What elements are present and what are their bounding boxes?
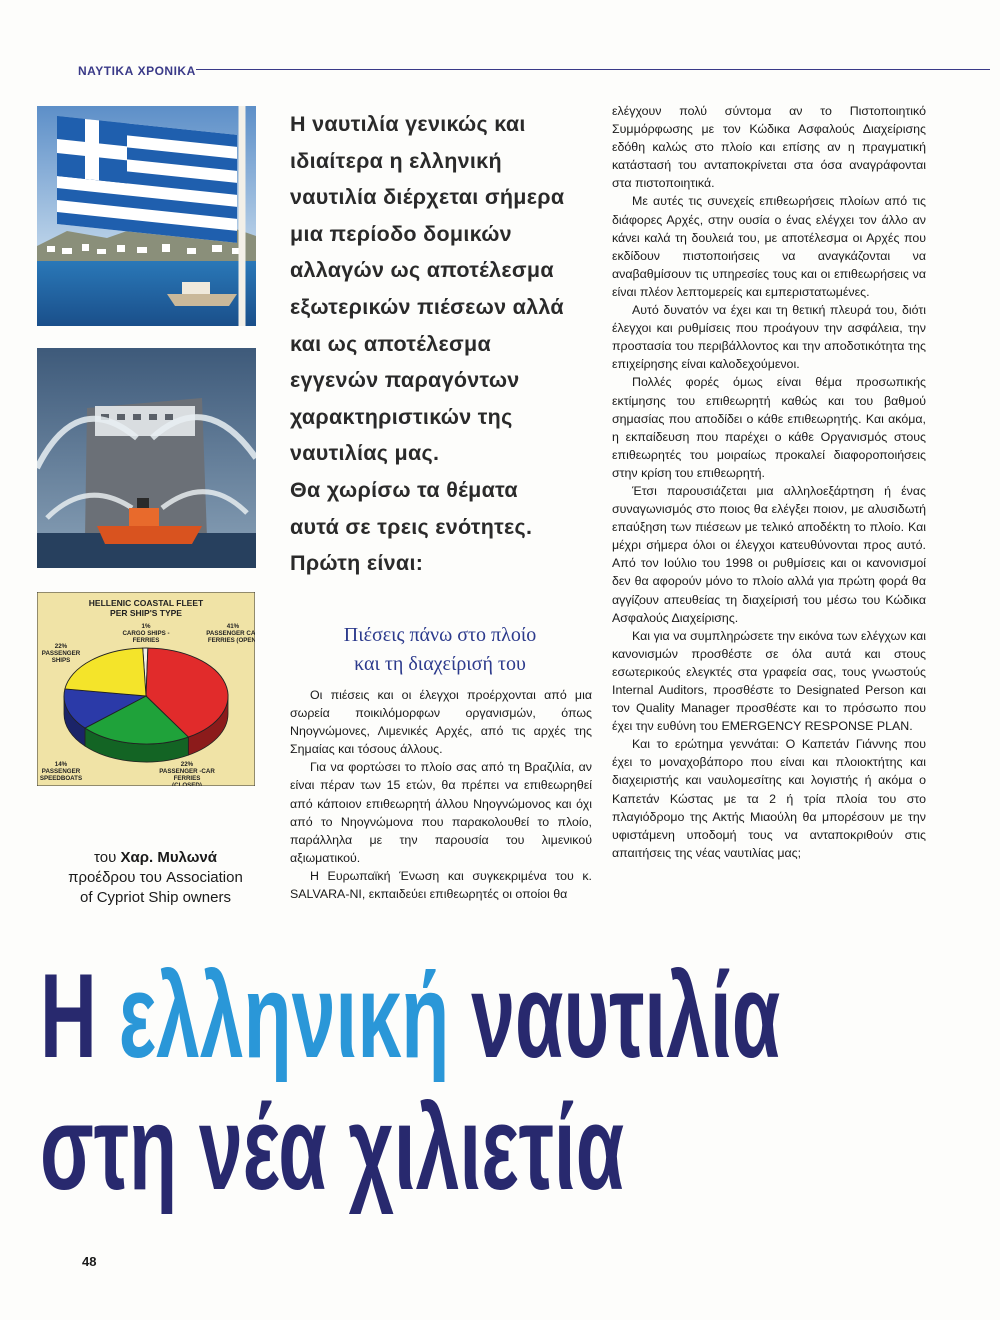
paragraph: Και το ερώτημα γεννάται: Ο Καπετάν Γιάννης που έχει το μοναχοβάπορο που είναι και πλοιοκτήτης και διαχειριστής και ναυλομεσίτης και λογιστής ή ακόμα ο Καπετάν Κώστας με τα 2 ή τρία πλοία του στο πλαγιόδρομο της Ακτής Μιαούλη θα μπορέσουν με την υφιστάμενη υποδομή τους να ανταποκριθούν στις απαιτήσεις της νέας ναυτιλίας μας; bbox=[612, 737, 926, 860]
intro-line: και ως αποτέλεσμα bbox=[290, 331, 492, 356]
photo-ship-water-salute bbox=[37, 348, 256, 568]
intro-line: Πρώτη είναι: bbox=[290, 551, 424, 576]
right-column bbox=[612, 102, 926, 862]
pie-percent-label: 22% bbox=[54, 643, 68, 650]
paragraph: Έτσι παρουσιάζεται μια αλληλοεξάρτηση ή ένας συναγωνισμός στο ποιος θα ελέγξει ποιον, με αλυσιδωτή επαύξηση των πιέσεων με τελικό αποδέκτη το πλοίο. Και μέχρι σήμερα όλοι οι έλεγχοι κατευθύνονται προς αυτό. Από τον Ιούλιο του 1998 οι ρυθμίσεις και οι κανονισμοί δεν θα αφορούν μόνο το πλοίο αλλά για πρώτη φορά θα αγγίζουν απευθείας τη διαχείρισή του μέσω του Κώδικα Ασφαλούς Διαχείρισης. bbox=[612, 483, 926, 625]
intro-line: ναυτιλίας μας. bbox=[290, 441, 440, 466]
title-word: ναυτιλία bbox=[449, 949, 781, 1083]
title-word: Η bbox=[40, 949, 119, 1083]
pie-category-label: FERRIES bbox=[132, 637, 160, 644]
paragraph: Οι πιέσεις και οι έλεγχοι προέρχονται από μια σωρεία ποικιλόμορφων οργανισμών, όπως Νηογνώμονες, Λιμενικές Αρχές, από τις αρχές της Σημαίας και τόσους άλλους. bbox=[290, 688, 592, 757]
chart-title-line1: HELLENIC COASTAL FLEET bbox=[88, 598, 204, 608]
pie-chart-coastal-fleet bbox=[37, 592, 255, 786]
pie-percent-label: 1% bbox=[141, 623, 151, 630]
pie-category-label: CARGO SHIPS - bbox=[122, 630, 170, 637]
subhead-line2: και τη διαχείρισή του bbox=[354, 653, 526, 675]
pie-category-label: SHIPS bbox=[51, 657, 71, 664]
byline-prefix: του bbox=[94, 849, 117, 866]
paragraph: ελέγχουν πολύ σύντομα αν το Πιστοποιητικό Συμμόρφωσης με τον Κώδικα Ασφαλούς Διαχείρισης εδόθη καλώς στο πλοίο και επίσης αν η πραγματική κατάστασή του ανταποκρίνεται στα όσα αναγράφονται στα πιστοποιητικά. bbox=[612, 104, 926, 191]
intro-line: Η ναυτιλία γενικώς και bbox=[290, 112, 526, 136]
chart-title-line2: PER SHIP'S TYPE bbox=[110, 608, 182, 618]
pie-percent-label: 22% bbox=[180, 761, 194, 768]
magazine-name: ΝΑΥΤΙΚΑ ΧΡΟΝΙΚΑ bbox=[78, 64, 196, 78]
paragraph: Αυτό δυνατόν να έχει και τη θετική πλευρά του, διότι έλεγχοι και ρυθμίσεις που προάγουν την ασφάλεια, την προστασία του περιβάλλοντος και την αποδοτικότητα της επιχείρησης είναι καλοδεχούμενοι. bbox=[612, 303, 926, 372]
title-word-highlight: ελληνική bbox=[118, 949, 450, 1083]
paragraph: Η Ευρωπαϊκή Ένωση και συγκεκριμένα του κ. SALVARA-NI, εκπαιδεύει επιθεωρητές οι οποίοι θα bbox=[290, 868, 592, 902]
header-rule bbox=[196, 69, 990, 70]
intro-line: Θα χωρίσω τα θέματα bbox=[290, 477, 518, 502]
pie-category-label: PASSENGER CAR bbox=[206, 630, 255, 637]
pie-percent-label: 14% bbox=[54, 761, 68, 768]
paragraph: Με αυτές τις συνεχείς επιθεωρήσεις πλοίων από τις διάφορες Αρχές, στην ουσία ο ένας ελέγχει τον άλλο αν κάνει καλά τη δουλειά του, με αποτέλεσμα οι Αρχές που εκδίδουν πιστοποιήσεις να αναγκάζονται να αναβαθμίσουν τις υπηρεσίες τους και οι επιθεωρήσεις να είναι πλέον λεπτομερείς και εμπεριστατωμένες. bbox=[612, 194, 926, 299]
middle-column bbox=[290, 686, 592, 903]
paragraph: Για να φορτώσει το πλοίο σας από τη Βραζιλία, αν είναι πέραν των 15 ετών, θα πρέπει να επιθεωρηθεί από κάποιον επιθεωρητή άλλου Νηογνώμονος και όχι από το Νηογνώμονα που παρακολουθεί το πλοίο, παράλληλα με την παρουσία του λιμενικού αξιωματικού. bbox=[290, 760, 592, 865]
intro-line: μια περίοδο δομικών bbox=[290, 221, 512, 246]
intro-line: ναυτιλία διέρχεται σήμερα bbox=[290, 185, 565, 210]
byline bbox=[37, 848, 274, 908]
subhead-line1: Πιέσεις πάνω στο πλοίο bbox=[343, 624, 537, 646]
author-name: Χαρ. Μυλωνά bbox=[120, 849, 217, 866]
pie-category-label: PASSENGER -CAR bbox=[159, 768, 215, 775]
pie-category-label: FERRIES (OPEN) bbox=[207, 637, 255, 644]
pie-category-label: SPEEDBOATS bbox=[39, 775, 83, 782]
article-title-line2: στη νέα χιλιετία bbox=[40, 1081, 625, 1215]
running-header bbox=[78, 62, 990, 80]
page-number: 48 bbox=[82, 1254, 97, 1269]
paragraph: Πολλές φορές όμως είναι θέμα προσωπικής εκτίμησης του επιθεωρητή καθώς και του βαθμού σημασίας που αποδίδει ο κάθε επιθεωρητής. Και ακόμα, η εκπαίδευση που παρέχει ο κάθε Οργανισμός στους επιθεωρητές του μοιραίως προκαλεί διαφοροποιήσεις στην κρίση του επιθεωρητή. bbox=[612, 375, 926, 480]
photo-greek-flag-harbour bbox=[37, 106, 256, 326]
intro-line: εξωτερικών πιέσεων αλλά bbox=[290, 294, 564, 319]
intro-line: χαρακτηριστικών της bbox=[290, 404, 513, 429]
article-title-line1 bbox=[40, 948, 827, 1086]
pie-category-label: FERRIES bbox=[173, 775, 201, 782]
pie-category-label: (CLOSED) bbox=[172, 782, 202, 786]
pie-category-label: PASSENGER bbox=[41, 768, 81, 775]
author-org: of Cypriot Ship owners bbox=[80, 889, 231, 906]
intro-lead bbox=[290, 106, 590, 582]
paragraph: Και για να συμπληρώσετε την εικόνα των ελέγχων και κανονισμών προσθέστε σε όλα αυτά και στους εσωτερικούς ελεγκτές στα γραφεία σας, τους γνωστούς Internal Auditors, προσθέστε το Designated Person και τον Quality Manager προσθέστε και το πρόσωπο που έχει την ευθύνη του EMERGENCY RESPONSE PLAN. bbox=[612, 628, 926, 734]
intro-line: εγγενών παραγόντων bbox=[290, 368, 520, 393]
pie-category-label: PASSENGER bbox=[41, 650, 81, 657]
pie-percent-label: 41% bbox=[226, 623, 240, 630]
intro-line: ιδιαίτερα η ελληνική bbox=[290, 148, 502, 173]
author-title: προέδρου του Association bbox=[68, 869, 243, 886]
intro-line: αυτά σε τρεις ενότητες. bbox=[290, 514, 533, 539]
intro-line: αλλαγών ως αποτέλεσμα bbox=[290, 258, 554, 283]
section-subheading bbox=[290, 621, 590, 679]
